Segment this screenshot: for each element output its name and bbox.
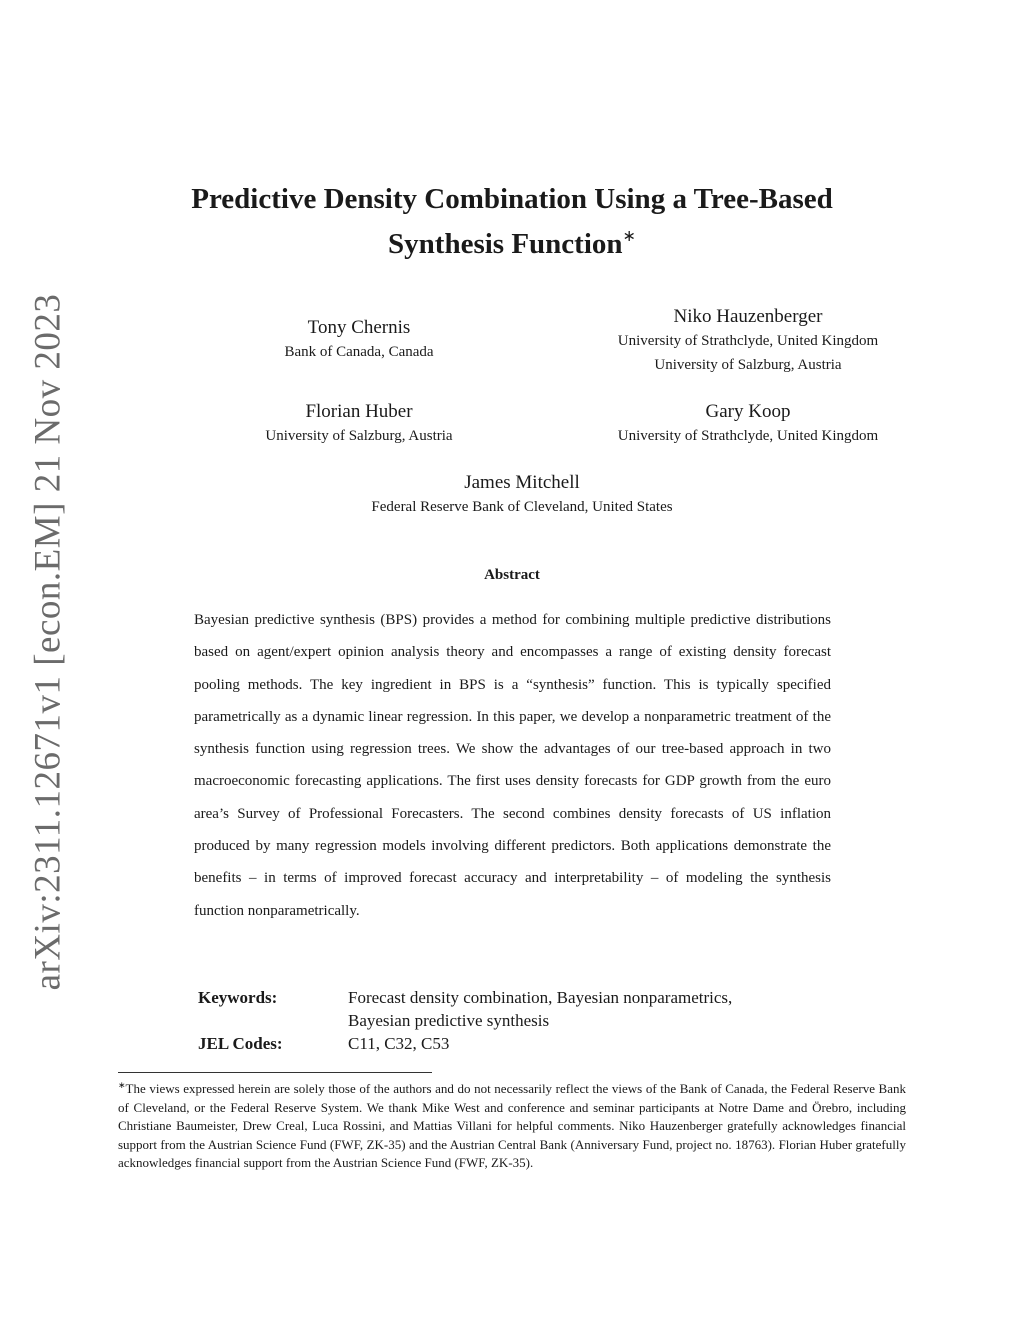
abstract-text: Bayesian predictive synthesis (BPS) provides a method for combining multiple predictive distributions based on agent/expert opinion analysis theory and encompasses a range of existing density forecast pooling methods. The key ingredient in BPS is a “synthesis” function. This is typically specified parametrically as a dynamic linear regression. In this paper, we develop a nonparametric treatment of the synthesis function using regression trees. We show the advantages of our tree-based approach in two macroeconomic forecasting applications. The first uses density forecasts for GDP growth from the euro area’s Survey of Professional Forecasters. The second combines density forecasts of US inflation produced by many regression models involving different predictors. Both applications demonstrate the benefits – in terms of improved forecast accuracy and interpretability – of modeling the synthesis function nonparametrically. <box>194 612 831 919</box>
paper-title <box>100 180 924 263</box>
author-block <box>262 471 782 519</box>
author-block <box>578 400 918 448</box>
author-name: Florian Huber <box>305 401 413 422</box>
keywords-section <box>198 986 798 1055</box>
jel-row <box>198 1032 798 1055</box>
keywords-value: Forecast density combination, Bayesian nonparametrics, Bayesian predictive synthesis <box>348 988 733 1030</box>
author-name: James Mitchell <box>464 472 580 493</box>
keywords-row <box>198 986 798 1032</box>
title-footnote-marker[interactable]: ∗ <box>622 228 636 245</box>
author-affiliation: University of Strathclyde, United Kingdom <box>617 428 879 444</box>
footnote-marker: ∗ <box>118 1080 126 1090</box>
author-affiliation: University of Salzburg, Austria <box>654 357 842 373</box>
abstract-heading: Abstract <box>484 567 540 583</box>
jel-label: JEL Codes: <box>198 1034 283 1053</box>
author-affiliation: Bank of Canada, Canada <box>284 344 434 360</box>
footnote-text: The views expressed herein are solely those of the authors and do not necessarily reflect the views of the Bank of Canada, the Federal Reserve Bank of Cleveland, or the Federal Reserve System. We thank Mike West and conference and seminar participants at Notre Dame and Örebro, including Christiane Baumeister, Drew Creal, Luca Rossini, and Mattias Villani for helpful comments. Niko Hauzenberger gratefully acknowledges financial support from the Austrian Science Fund (FWF, ZK-35) and the Austrian Central Bank (Anniversary Fund, project no. 18763). Florian Huber gratefully acknowledges financial support from the Austrian Science Fund (FWF, ZK-35). <box>118 1081 906 1170</box>
author-affiliation: Federal Reserve Bank of Cleveland, United States <box>371 499 673 515</box>
keywords-label: Keywords: <box>198 988 278 1007</box>
title-line-2: Synthesis Function <box>388 228 623 260</box>
jel-value: C11, C32, C53 <box>348 1034 450 1053</box>
author-block <box>578 305 918 377</box>
footnote-divider <box>118 1072 432 1073</box>
title-line-1: Predictive Density Combination Using a Tree-Based <box>191 183 833 215</box>
author-affiliation: University of Strathclyde, United Kingdom <box>617 333 879 349</box>
footnote <box>118 1076 906 1173</box>
author-block <box>218 316 500 364</box>
author-name: Gary Koop <box>705 401 791 422</box>
author-name: Niko Hauzenberger <box>673 306 823 327</box>
arxiv-identifier: arXiv:2311.12671v1 [econ.EM] 21 Nov 2023 <box>27 293 69 991</box>
author-affiliation: University of Salzburg, Austria <box>265 428 453 444</box>
author-name: Tony Chernis <box>307 317 411 338</box>
author-block <box>218 400 500 448</box>
